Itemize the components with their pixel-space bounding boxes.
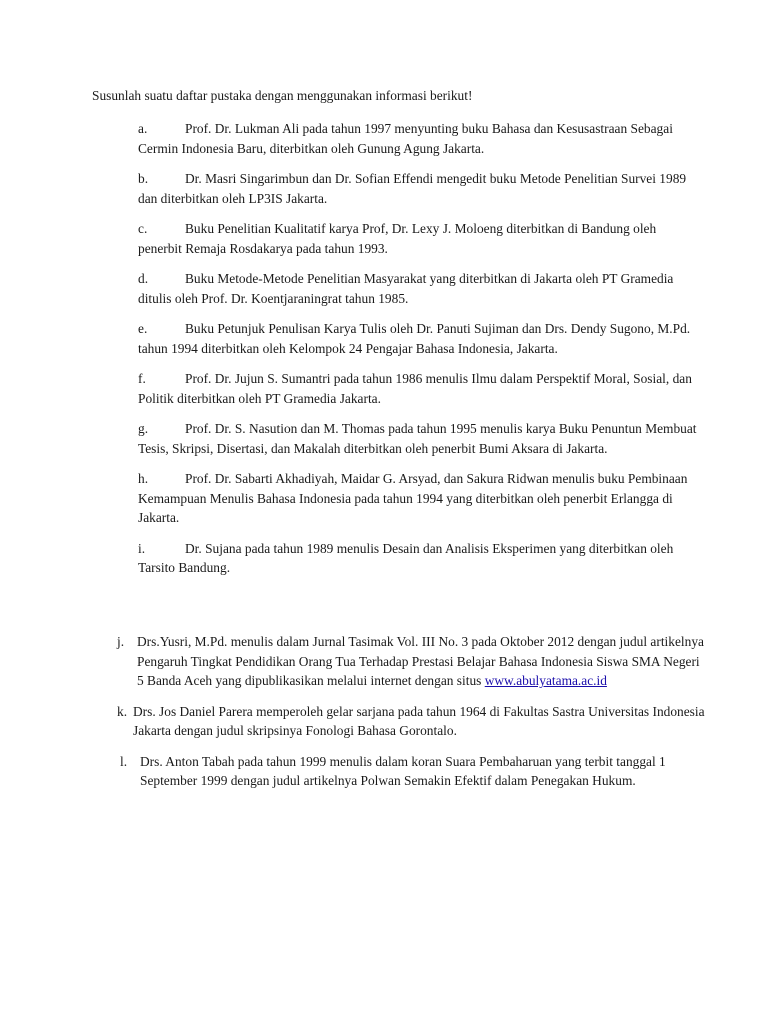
list-item (138, 269, 698, 308)
list-item (138, 169, 698, 208)
list-marker: h. (138, 471, 149, 486)
list-item-text: Buku Metode-Metode Penelitian Masyarakat yang diterbitkan di Jakarta oleh PT Gramedia ditulis oleh Prof. Dr. Koentjaraningrat tahun 1985. (138, 271, 674, 306)
reference-list-alpha (138, 119, 698, 589)
list-marker: g. (138, 421, 149, 436)
list-item (138, 119, 698, 158)
list-item (138, 219, 698, 258)
instruction-text: Susunlah suatu daftar pustaka dengan menggunakan informasi berikut! (92, 88, 473, 103)
list-marker: l. (120, 753, 128, 769)
list-item-text: Prof. Dr. Sabarti Akhadiyah, Maidar G. Arsyad, dan Sakura Ridwan menulis buku Pembinaan Kemampuan Menulis Bahasa Indonesia pada tahun 1994 yang diterbitkan oleh penerbit Erlangga di Jakarta. (138, 471, 688, 525)
list-marker: b. (138, 171, 149, 186)
list-marker: c. (138, 221, 148, 236)
list-item-body (137, 632, 707, 691)
list-marker: k. (117, 703, 128, 719)
list-marker: f. (138, 371, 146, 386)
list-item-text: Drs.Yusri, M.Pd. menulis dalam Jurnal Tasimak Vol. III No. 3 pada Oktober 2012 dengan judul artikelnya Pengaruh Tingkat Pendidikan Orang Tua Terhadap Prestasi Belajar Bahasa Indonesia Siswa SMA Negeri 5 Banda Aceh yang dipublikasikan melalui internet dengan situs (137, 634, 704, 688)
list-item-text: Dr. Masri Singarimbun dan Dr. Sofian Effendi mengedit buku Metode Penelitian Survei 1989 dan diterbitkan oleh LP3IS Jakarta. (138, 171, 687, 206)
list-item (117, 702, 707, 741)
list-item (117, 632, 707, 691)
list-item (138, 419, 698, 458)
list-item-text: Prof. Dr. Jujun S. Sumantri pada tahun 1986 menulis Ilmu dalam Perspektif Moral, Sosial, dan Politik diterbitkan oleh PT Gramedia Jakarta. (138, 371, 692, 406)
list-marker: d. (138, 271, 149, 286)
list-marker: i. (138, 540, 146, 556)
list-item-text: Buku Petunjuk Penulisan Karya Tulis oleh Dr. Panuti Sujiman dan Drs. Dendy Sugono, M.Pd. tahun 1994 diterbitkan oleh Kelompok 24 Pengajar Bahasa Indonesia, Jakarta. (138, 321, 691, 356)
list-item (138, 369, 698, 408)
list-item-text: Dr. Sujana pada tahun 1989 menulis Desain dan Analisis Eksperimen yang diterbitkan oleh Tarsito Bandung. (138, 540, 674, 575)
list-item-text: Buku Penelitian Kualitatif karya Prof, Dr. Lexy J. Moloeng diterbitkan di Bandung oleh penerbit Remaja Rosdakarya pada tahun 1993. (138, 221, 657, 256)
list-marker: e. (138, 321, 148, 336)
list-item (138, 319, 698, 358)
website-link[interactable]: www.abulyatama.ac.id (484, 673, 607, 688)
list-item-text: Prof. Dr. Lukman Ali pada tahun 1997 menyunting buku Bahasa dan Kesusastraan Sebagai Cermin Indonesia Baru, diterbitkan oleh Gunung Agung Jakarta. (138, 121, 673, 156)
list-marker: j. (117, 634, 125, 649)
list-item (117, 752, 707, 791)
reference-list-extra (117, 632, 707, 802)
list-item (138, 469, 698, 528)
list-item (138, 539, 698, 578)
list-item-text: Drs. Jos Daniel Parera memperoleh gelar sarjana pada tahun 1964 di Fakultas Sastra Universitas Indonesia Jakarta dengan judul skripsinya Fonologi Bahasa Gorontalo. (133, 703, 705, 738)
list-marker: a. (138, 121, 148, 136)
list-item-text: Prof. Dr. S. Nasution dan M. Thomas pada tahun 1995 menulis karya Buku Penuntun Membuat Tesis, Skripsi, Disertasi, dan Makalah diterbitkan oleh penerbit Bumi Aksara di Jakarta. (138, 421, 697, 456)
list-item-text: Drs. Anton Tabah pada tahun 1999 menulis dalam koran Suara Pembaharuan yang terbit tanggal 1 September 1999 dengan judul artikelnya Polwan Semakin Efektif dalam Penegakan Hukum. (140, 753, 666, 788)
